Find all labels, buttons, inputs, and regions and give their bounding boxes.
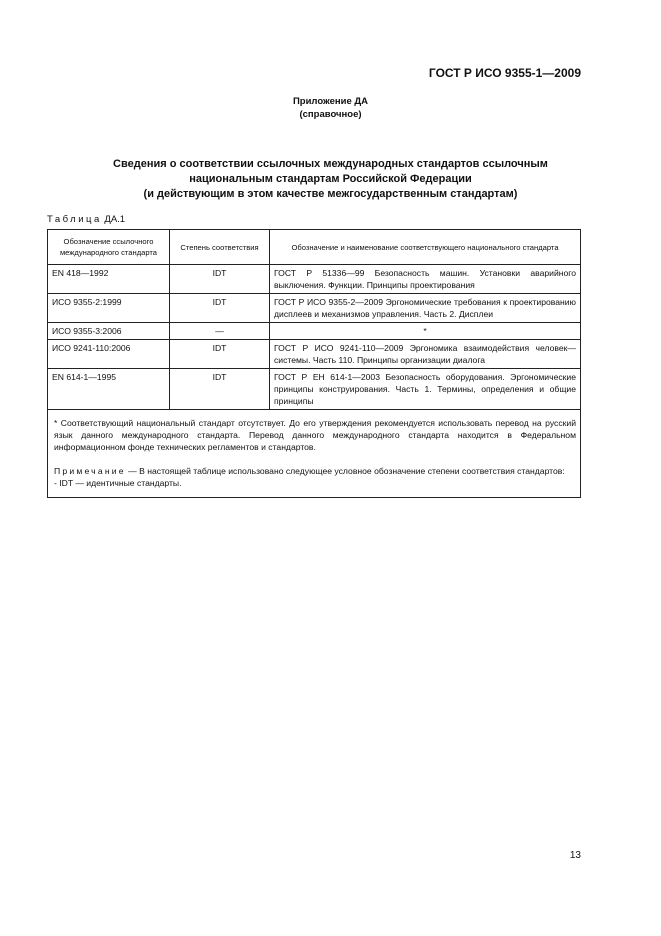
- note-paragraph: [54, 465, 576, 477]
- header-degree: Степень соответствия: [170, 230, 270, 265]
- cell-reference: ИСО 9355-2:1999: [48, 294, 170, 323]
- note-label: Примечание: [54, 466, 126, 476]
- header-reference-standard: Обозначение ссылочного международного стандарта: [48, 230, 170, 265]
- page-number: 13: [569, 850, 581, 861]
- section-title: [0, 157, 661, 202]
- table-notes: [48, 410, 581, 498]
- annex-title: Приложение ДА: [292, 96, 369, 107]
- table-caption: [47, 214, 125, 225]
- document-code: ГОСТ Р ИСО 9355-1—2009: [428, 66, 581, 80]
- title-line-1: Сведения о соответствии ссылочных международных стандартов ссылочным: [113, 158, 548, 170]
- correspondence-table: [47, 229, 581, 498]
- cell-degree: IDT: [170, 369, 270, 410]
- cell-reference: EN 614-1—1995: [48, 369, 170, 410]
- table-caption-number: ДА.1: [104, 214, 126, 225]
- footnote: * Соответствующий национальный стандарт отсутствует. До его утверждения рекомендуется использовать перевод на русский язык данного международного стандарта. Перевод данного международного стандарта находится в Федеральном информационном фонде технических регламентов и стандартов.: [54, 418, 576, 452]
- annex-heading: [0, 95, 661, 121]
- header-national-standard: Обозначение и наименование соответствующего национального стандарта: [270, 230, 581, 265]
- table-row: [48, 294, 581, 323]
- cell-reference: ИСО 9355-3:2006: [48, 323, 170, 340]
- cell-degree: —: [170, 323, 270, 340]
- title-line-2: национальным стандартам Российской Федерации: [189, 173, 472, 185]
- cell-degree: IDT: [170, 265, 270, 294]
- cell-reference: ИСО 9241-110:2006: [48, 340, 170, 369]
- table-row: [48, 340, 581, 369]
- cell-national: ГОСТ Р ИСО 9355-2—2009 Эргономические требования к проектированию дисплеев и механизмов управления. Часть 2. Дисплеи: [270, 294, 581, 323]
- cell-reference: EN 418—1992: [48, 265, 170, 294]
- table-row: [48, 265, 581, 294]
- cell-national: ГОСТ Р ИСО 9241-110—2009 Эргономика взаимодействия человек—системы. Часть 110. Принципы организации диалога: [270, 340, 581, 369]
- table-header-row: [48, 230, 581, 265]
- note-text: — В настоящей таблице использовано следующее условное обозначение степени соответствия стандартов:: [128, 466, 565, 476]
- table-row: [48, 323, 581, 340]
- cell-national: ГОСТ Р ЕН 614-1—2003 Безопасность оборудования. Эргономические принципы конструирования. Часть 1. Термины, определения и общие принципы: [270, 369, 581, 410]
- annex-subtitle: (справочное): [299, 109, 362, 120]
- title-line-3: (и действующим в этом качестве межгосударственным стандартам): [143, 188, 518, 200]
- cell-national: *: [270, 323, 581, 340]
- table-row: [48, 369, 581, 410]
- cell-national: ГОСТ Р 51336—99 Безопасность машин. Установки аварийного выключения. Функции. Принципы проектирования: [270, 265, 581, 294]
- cell-degree: IDT: [170, 340, 270, 369]
- table-caption-prefix: Таблица: [47, 214, 102, 225]
- cell-degree: IDT: [170, 294, 270, 323]
- note-item: - IDT — идентичные стандарты.: [54, 478, 182, 488]
- table-notes-row: [48, 410, 581, 498]
